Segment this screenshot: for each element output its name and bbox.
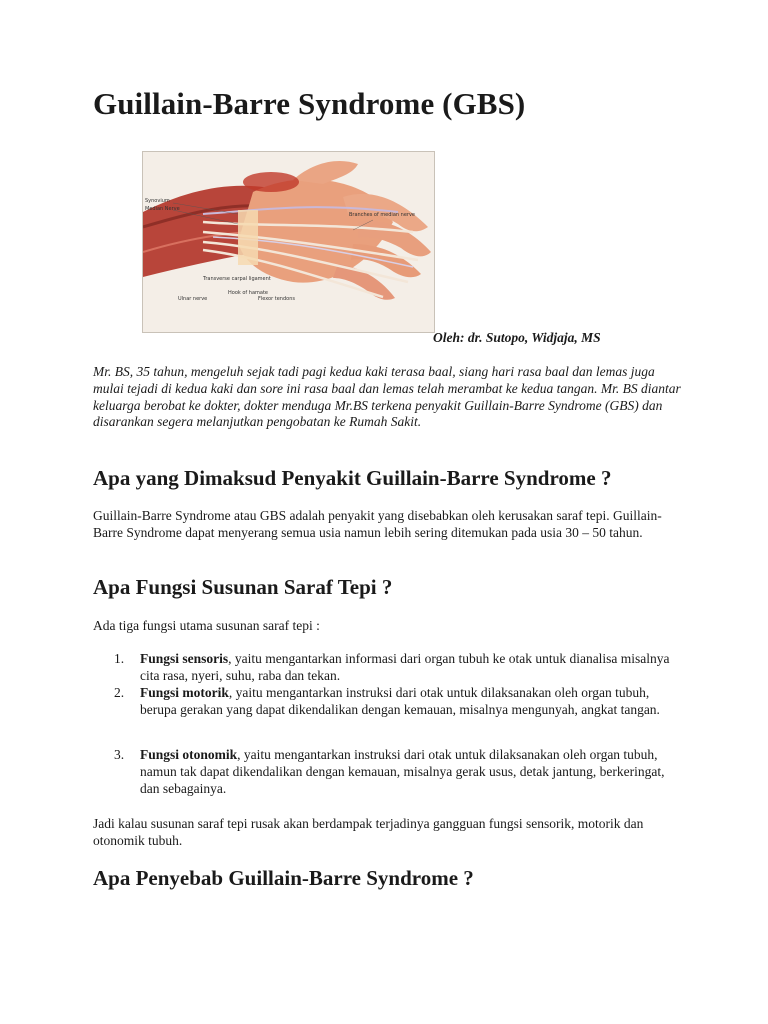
conclusion-paragraph: Jadi kalau susunan saraf tepi rusak akan berdampak terjadinya gangguan fungsi sensorik, motorik dan otonomik tubuh. — [93, 816, 644, 848]
case-paragraph: Mr. BS, 35 tahun, mengeluh sejak tadi pagi kedua kaki terasa baal, siang hari rasa baal dan lemas juga mulai tejadi di kedua kaki dan sore ini rasa baal dan lemas telah merambat ke kedua tangan. Mr. BS diantar keluarga berobat ke dokter, dokter menduga Mr.BS terkena penyakit Guillain-Barre Syndrome (GBS) dan disarankan segera melanjutkan pengobatan ke Rumah Sakit. — [93, 364, 681, 430]
functions-intro: Ada tiga fungsi utama susunan saraf tepi : — [93, 618, 320, 633]
page-title: Guillain-Barre Syndrome (GBS) — [93, 86, 526, 121]
definition-paragraph: Guillain-Barre Syndrome atau GBS adalah penyakit yang disebabkan oleh kerusakan saraf tepi. Guillain-Barre Syndrome dapat menyerang semua usia namun lebih sering ditemukan pada usia 30 – 50 tahun. — [93, 508, 662, 540]
list-number: 1. — [114, 651, 125, 666]
list-text: , yaitu mengantarkan instruksi dari otak untuk dilaksanakan oleh organ tubuh, namun tak dapat dikendalikan dengan kemauan, misalnya gerak usus, detak jantung, berkeringat, dan sebagainya. — [140, 747, 665, 796]
section-heading-definition: Apa yang Dimaksud Penyakit Guillain-Barre Syndrome ? — [93, 466, 612, 490]
label-hook: Hook of hamate — [228, 290, 268, 296]
label-transverse: Transverse carpal ligament — [203, 276, 271, 282]
label-branches: Branches of median nerve — [349, 212, 415, 218]
list-term: Fungsi sensoris — [140, 651, 229, 666]
label-ulnar: Ulnar nerve — [178, 296, 208, 302]
label-median-nerve: Median Nerve — [145, 206, 180, 212]
list-number: 3. — [114, 747, 125, 762]
list-text: , yaitu mengantarkan informasi dari organ tubuh ke otak untuk dianalisa misalnya cita rasa, nyeri, suhu, raba dan tekan. — [140, 651, 670, 683]
label-flexor: Flexor tendons — [258, 296, 295, 302]
section-heading-functions: Apa Fungsi Susunan Saraf Tepi ? — [93, 575, 393, 599]
list-text: , yaitu mengantarkan instruksi dari otak untuk dilaksanakan oleh organ tubuh, berupa gerakan yang dapat dikendalikan dengan kemauan, misalnya mengunyah, angkat tangan. — [140, 685, 660, 717]
list-term: Fungsi otonomik — [140, 747, 238, 762]
section-heading-causes: Apa Penyebab Guillain-Barre Syndrome ? — [93, 866, 474, 890]
author-credit: Oleh: dr. Sutopo, Widjaja, MS — [433, 330, 601, 345]
label-synovium: Synovium — [145, 198, 170, 204]
list-term: Fungsi motorik — [140, 685, 229, 700]
list-number: 2. — [114, 685, 125, 700]
hand-anatomy-illustration — [142, 151, 435, 333]
